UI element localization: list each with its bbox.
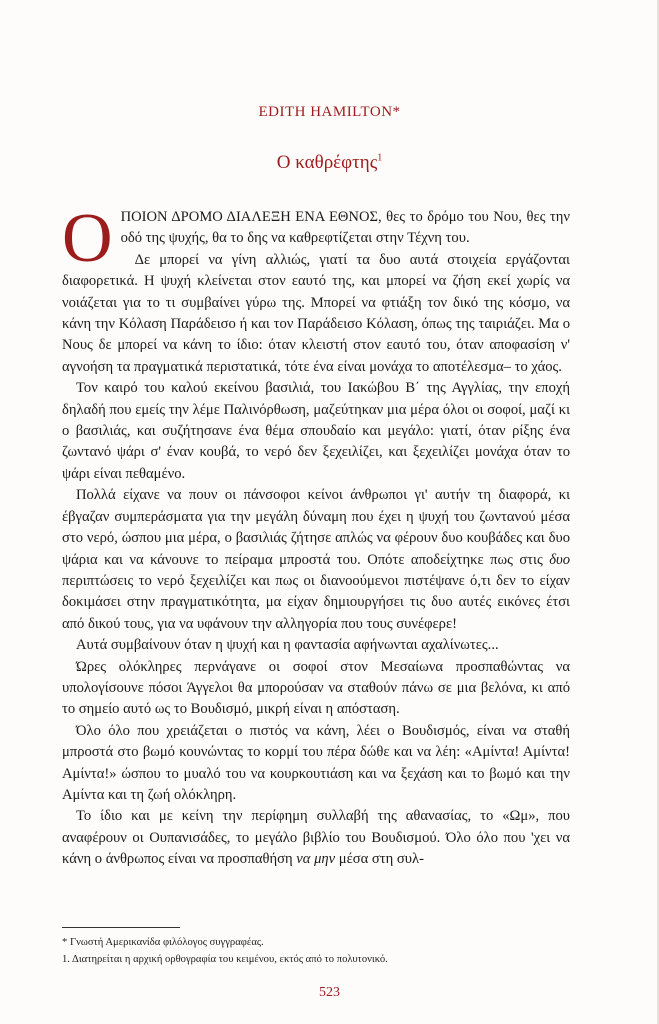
paragraph-4-part-b: περιπτώσεις το νερό ξεχειλίζει και πως οι διανοούμενοι πιστέψανε ό,τι δεν το είχαν δοκιμάσει στην πραγματικότητα, μα είχαν δημιουργήσει τις δυο αυτές εικόνες έτσι από δικού τους, για να υφάνουν την αλληγορία που τους συνέφερε! — [62, 572, 570, 632]
title-text: Ο καθρέφτης — [276, 152, 378, 173]
paragraph-2: Δε μπορεί να γίνη αλλιώς, γιατί τα δυο αυτά στοιχεία εργάζονται διαφορετικά. Η ψυχή κλείνεται στον εαυτό της, και μπορεί να ζήση εκεί χωρίς να νοιάζεται για το τι συμβαίνει γύρω της. Μπορεί να φτιάξη τον δικό της κόσμο, να κάνη την Κόλαση Παράδεισο ή και τον Παράδεισο Κόλαση, όπως της ταιριάζει. Μα ο Νους δε μπορεί να κάνη το ίδιο: όταν κλειστή στον εαυτό του, όταν αποφασίση ν' αγνοήση τα πραγματικά περιστατικά, τότε ένα είναι μονάχα το αποτέλεσμα– το χάος. — [62, 251, 570, 375]
paragraph-5: Αυτά συμβαίνουν όταν η ψυχή και η φαντασία αφήνωνται αχαλίνωτες... — [76, 637, 499, 654]
footnote-divider — [62, 927, 180, 928]
author-heading: EDITH HAMILTON* — [258, 104, 401, 120]
paragraph-4 — [62, 485, 570, 635]
paragraph-8-part-a: Το ίδιο και με κείνη την περίφημη συλλαβή της αθανασίας, το «Ωμ», που αναφέρουν οι Ουπανισάδες, το μεγάλο βιβλίο του Βουδισμού. Όλο όλο που 'χει να κάνη ο άνθρωπος είναι να προσπαθήση — [62, 808, 570, 868]
paragraph-7: Όλο όλο που χρειάζεται ο πιστός να κάνη, λέει ο Βουδισμός, είναι να σταθή μπροστά στο βωμό κουνώντας το κορμί του πέρα δώθε και να λέη: «Αμίντα! Αμίντα! Αμίντα!» ώσπου το μυαλό του να κουρκουτιάση και να ξεχάση και το βωμό και την Αμίντα και τη ζωή ολόκληρη. — [62, 722, 570, 803]
footnote-1: 1. Διατηρείται η αρχική ορθογραφία του κειμένου, εκτός από το πολυτονικό. — [62, 954, 388, 965]
title-footnote-marker: 1 — [377, 152, 383, 164]
article-body — [62, 200, 570, 871]
drop-cap: Ο — [62, 200, 113, 277]
article-title — [0, 152, 659, 174]
paragraph-8 — [62, 806, 570, 870]
paragraph-4-part-a: Πολλά είχανε να πουν οι πάνσοφοι κείνοι άνθρωποι γι' αυτήν τη διαφορά, κι έβγαζαν συμπεράσματα για την μεγάλη δύναμη που έχει η ψυχή του ζωντανού μέσα στο νερό, ώσπου μια μέρα, ο βασιλιάς ζήτησε απλώς να φέρουν δυο κουβάδες και δυο ψάρια και να κάνουνε το πείραμα μπροστά του. Οπότε αποδείχτηκε πως στις — [62, 487, 570, 568]
paragraph-4-italic: δυο — [549, 551, 570, 568]
paragraph-1: ΠΟΙΟΝ ΔΡΟΜΟ ΔΙΑΛΕΞΗ ΕΝΑ ΕΘΝΟΣ, θες το δρόμο του Νου, θες την οδό της ψυχής, θα το δης να καθρεφτίζεται στην Τέχνη του. — [120, 209, 570, 247]
footnotes — [62, 934, 570, 968]
paragraph-3: Τον καιρό του καλού εκείνου βασιλιά, του Ιακώβου Β΄ της Αγγλίας, την εποχή δηλαδή που εμείς την λέμε Παλινόρθωση, μαζεύτηκαν μια μέρα όλοι οι σοφοί, μαζί κι ο βασιλιάς, και συζήτησανε ένα θέμα σπουδαίο και μεγάλο: γιατί, όταν ρίξης ένα ζωντανό ψάρι σ' έναν κουβά, το νερό δεν ξεχειλίζει, και ξεχειλίζει μονάχα όταν το ψάρι είναι πεθαμένο. — [62, 380, 570, 482]
paragraph-6: Ώρες ολόκληρες περνάγανε οι σοφοί στον Μεσαίωνα προσπαθώντας να υπολογίσουνε πόσοι Άγγελοι θα μπορούσαν να σταθούν πάνω σε μια βελόνα, κι από το σημείο αυτό ως το Βουδισμό, μικρή είναι η απόσταση. — [62, 658, 570, 718]
paragraph-8-part-b: μέσα στη συλ- — [335, 851, 424, 868]
paragraph-8-italic: να μην — [296, 851, 336, 868]
footnote-author: * Γνωστή Αμερικανίδα φιλόλογος συγγραφέας. — [62, 937, 264, 948]
page-number: 523 — [319, 985, 340, 1000]
